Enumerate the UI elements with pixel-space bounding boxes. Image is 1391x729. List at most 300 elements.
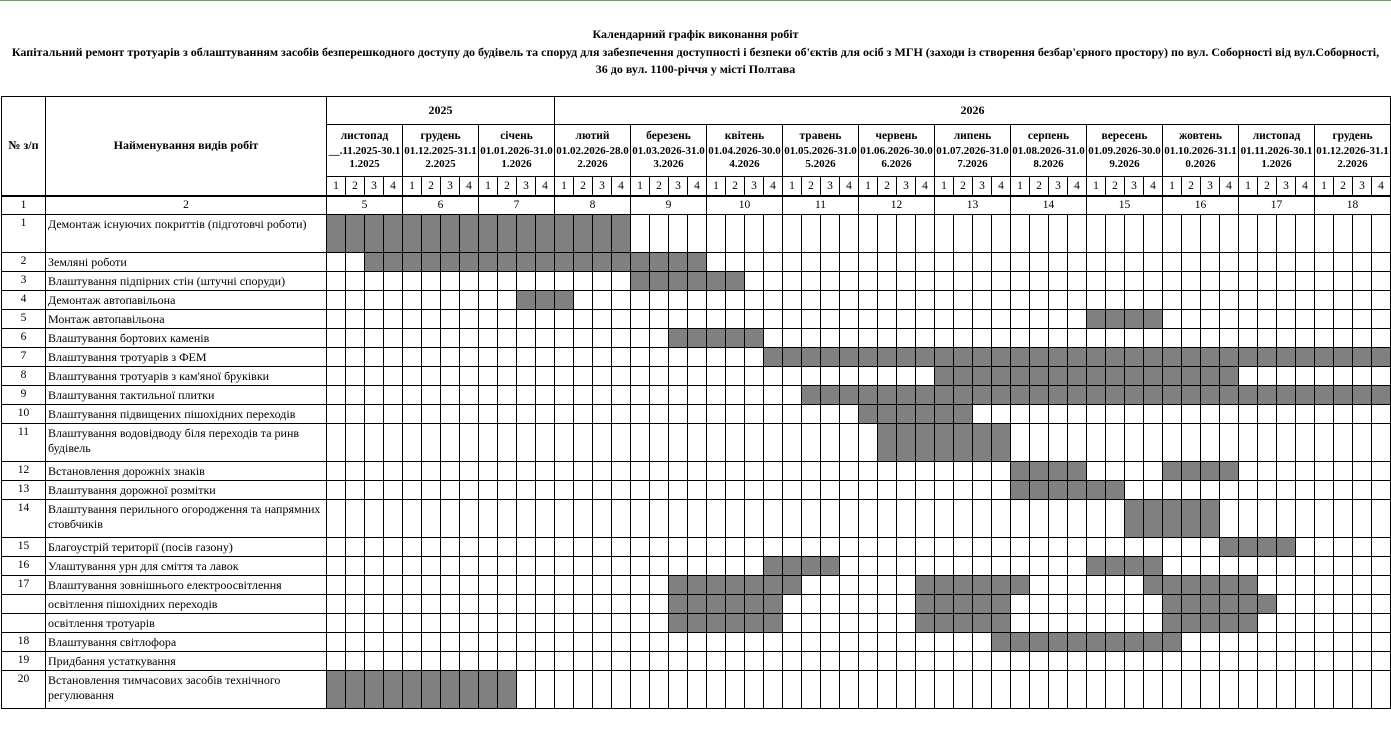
gantt-empty-cell	[878, 329, 897, 348]
gantt-empty-cell	[536, 272, 555, 291]
gantt-empty-cell	[593, 386, 612, 405]
gantt-empty-cell	[612, 500, 631, 538]
gantt-empty-cell	[669, 367, 688, 386]
gantt-bar-cell	[669, 614, 688, 633]
gantt-empty-cell	[1277, 557, 1296, 576]
gantt-empty-cell	[840, 367, 859, 386]
gantt-bar-cell	[935, 576, 954, 595]
gantt-empty-cell	[1239, 291, 1258, 310]
gantt-empty-cell	[992, 291, 1011, 310]
gantt-empty-cell	[669, 500, 688, 538]
gantt-empty-cell	[1220, 253, 1239, 272]
task-number: 12	[2, 462, 46, 481]
gantt-empty-cell	[555, 348, 574, 367]
gantt-empty-cell	[327, 329, 346, 348]
task-number: 1	[2, 215, 46, 253]
gantt-empty-cell	[745, 652, 764, 671]
gantt-empty-cell	[840, 500, 859, 538]
week-number: 4	[384, 177, 403, 196]
gantt-bar-cell	[1087, 367, 1106, 386]
gantt-empty-cell	[479, 576, 498, 595]
gantt-empty-cell	[897, 595, 916, 614]
gantt-empty-cell	[1106, 614, 1125, 633]
gantt-empty-cell	[574, 614, 593, 633]
gantt-bar-cell	[422, 215, 441, 253]
gantt-empty-cell	[1106, 253, 1125, 272]
task-name: освітлення пішохідних переходів	[46, 595, 327, 614]
gantt-bar-cell	[650, 253, 669, 272]
week-number: 2	[878, 177, 897, 196]
gantt-bar-cell	[1106, 310, 1125, 329]
gantt-empty-cell	[1201, 671, 1220, 709]
gantt-bar-cell	[422, 253, 441, 272]
gantt-empty-cell	[1106, 462, 1125, 481]
gantt-empty-cell	[650, 633, 669, 652]
gantt-empty-cell	[650, 576, 669, 595]
gantt-bar-cell	[1125, 500, 1144, 538]
gantt-empty-cell	[1296, 367, 1315, 386]
gantt-empty-cell	[1201, 272, 1220, 291]
gantt-bar-cell	[1144, 386, 1163, 405]
gantt-empty-cell	[973, 405, 992, 424]
gantt-empty-cell	[1296, 614, 1315, 633]
gantt-empty-cell	[745, 291, 764, 310]
gantt-empty-cell	[802, 633, 821, 652]
gantt-empty-cell	[1201, 633, 1220, 652]
gantt-empty-cell	[973, 671, 992, 709]
gantt-empty-cell	[441, 500, 460, 538]
gantt-bar-cell	[1125, 557, 1144, 576]
gantt-empty-cell	[498, 367, 517, 386]
gantt-empty-cell	[688, 310, 707, 329]
gantt-empty-cell	[1049, 424, 1068, 462]
gantt-bar-cell	[992, 576, 1011, 595]
week-number: 1	[1315, 177, 1334, 196]
gantt-empty-cell	[384, 291, 403, 310]
task-row	[2, 386, 1391, 405]
gantt-bar-cell	[1239, 348, 1258, 367]
gantt-empty-cell	[1353, 329, 1372, 348]
gantt-empty-cell	[1144, 215, 1163, 253]
gantt-empty-cell	[859, 652, 878, 671]
gantt-empty-cell	[1239, 367, 1258, 386]
gantt-bar-cell	[1106, 348, 1125, 367]
gantt-empty-cell	[707, 652, 726, 671]
gantt-empty-cell	[1239, 310, 1258, 329]
task-number: 9	[2, 386, 46, 405]
gantt-bar-cell	[441, 671, 460, 709]
gantt-empty-cell	[840, 557, 859, 576]
week-number: 2	[498, 177, 517, 196]
week-number: 3	[973, 177, 992, 196]
gantt-empty-cell	[1144, 614, 1163, 633]
gantt-empty-cell	[745, 367, 764, 386]
gantt-empty-cell	[346, 386, 365, 405]
gantt-bar-cell	[764, 348, 783, 367]
gantt-empty-cell	[517, 386, 536, 405]
gantt-bar-cell	[1125, 386, 1144, 405]
gantt-bar-cell	[878, 386, 897, 405]
gantt-empty-cell	[802, 595, 821, 614]
gantt-empty-cell	[1296, 500, 1315, 538]
gantt-empty-cell	[1239, 481, 1258, 500]
gantt-empty-cell	[764, 367, 783, 386]
gantt-empty-cell	[821, 671, 840, 709]
gantt-empty-cell	[1315, 253, 1334, 272]
gantt-empty-cell	[1182, 633, 1201, 652]
gantt-bar-cell	[1163, 595, 1182, 614]
gantt-empty-cell	[1201, 557, 1220, 576]
gantt-bar-cell	[1353, 348, 1372, 367]
gantt-empty-cell	[1030, 272, 1049, 291]
gantt-empty-cell	[707, 557, 726, 576]
gantt-empty-cell	[783, 215, 802, 253]
gantt-empty-cell	[612, 329, 631, 348]
gantt-bar-cell	[441, 215, 460, 253]
gantt-bar-cell	[555, 215, 574, 253]
gantt-empty-cell	[1315, 500, 1334, 538]
gantt-empty-cell	[897, 253, 916, 272]
gantt-bar-cell	[973, 595, 992, 614]
gantt-empty-cell	[536, 329, 555, 348]
gantt-empty-cell	[1125, 671, 1144, 709]
gantt-empty-cell	[973, 272, 992, 291]
column-number: 5	[327, 196, 403, 215]
gantt-bar-cell	[1011, 386, 1030, 405]
gantt-empty-cell	[1353, 291, 1372, 310]
gantt-empty-cell	[536, 424, 555, 462]
gantt-empty-cell	[859, 500, 878, 538]
gantt-empty-cell	[536, 405, 555, 424]
gantt-empty-cell	[498, 557, 517, 576]
gantt-empty-cell	[631, 633, 650, 652]
gantt-empty-cell	[783, 671, 802, 709]
gantt-empty-cell	[764, 215, 783, 253]
gantt-empty-cell	[726, 386, 745, 405]
gantt-empty-cell	[1182, 310, 1201, 329]
gantt-empty-cell	[1334, 633, 1353, 652]
gantt-empty-cell	[1277, 253, 1296, 272]
gantt-empty-cell	[745, 215, 764, 253]
gantt-empty-cell	[650, 614, 669, 633]
gantt-empty-cell	[555, 386, 574, 405]
gantt-empty-cell	[1353, 671, 1372, 709]
gantt-empty-cell	[1106, 272, 1125, 291]
gantt-empty-cell	[783, 500, 802, 538]
week-number: 2	[1030, 177, 1049, 196]
gantt-empty-cell	[764, 386, 783, 405]
task-row	[2, 291, 1391, 310]
gantt-bar-cell	[897, 424, 916, 462]
gantt-empty-cell	[1144, 272, 1163, 291]
gantt-empty-cell	[1106, 424, 1125, 462]
week-number: 3	[745, 177, 764, 196]
gantt-empty-cell	[764, 253, 783, 272]
gantt-empty-cell	[460, 348, 479, 367]
gantt-empty-cell	[1049, 671, 1068, 709]
gantt-bar-cell	[764, 595, 783, 614]
gantt-empty-cell	[631, 557, 650, 576]
gantt-bar-cell	[346, 215, 365, 253]
gantt-empty-cell	[479, 614, 498, 633]
gantt-bar-cell	[346, 671, 365, 709]
gantt-empty-cell	[1239, 462, 1258, 481]
gantt-bar-cell	[916, 614, 935, 633]
gantt-empty-cell	[707, 386, 726, 405]
gantt-bar-cell	[992, 386, 1011, 405]
gantt-empty-cell	[859, 481, 878, 500]
gantt-empty-cell	[460, 329, 479, 348]
gantt-empty-cell	[954, 500, 973, 538]
gantt-bar-cell	[1068, 633, 1087, 652]
gantt-bar-cell	[1220, 386, 1239, 405]
task-row	[2, 538, 1391, 557]
gantt-empty-cell	[517, 329, 536, 348]
gantt-empty-cell	[555, 652, 574, 671]
gantt-empty-cell	[1030, 310, 1049, 329]
gantt-empty-cell	[726, 538, 745, 557]
gantt-bar-cell	[1068, 367, 1087, 386]
gantt-empty-cell	[479, 367, 498, 386]
task-name: Влаштування підпірних стін (штучні споруди)	[46, 272, 327, 291]
gantt-empty-cell	[1087, 595, 1106, 614]
gantt-empty-cell	[1372, 253, 1391, 272]
month-header	[327, 125, 403, 177]
gantt-bar-cell	[1201, 595, 1220, 614]
gantt-bar-cell	[631, 272, 650, 291]
gantt-empty-cell	[1258, 481, 1277, 500]
gantt-bar-cell	[1220, 576, 1239, 595]
gantt-empty-cell	[422, 557, 441, 576]
gantt-bar-cell	[460, 671, 479, 709]
gantt-bar-cell	[1049, 367, 1068, 386]
gantt-empty-cell	[859, 291, 878, 310]
gantt-empty-cell	[1011, 424, 1030, 462]
gantt-empty-cell	[878, 500, 897, 538]
gantt-empty-cell	[745, 386, 764, 405]
gantt-empty-cell	[422, 633, 441, 652]
gantt-empty-cell	[973, 329, 992, 348]
gantt-empty-cell	[1372, 405, 1391, 424]
gantt-empty-cell	[1030, 291, 1049, 310]
gantt-bar-cell	[1163, 348, 1182, 367]
gantt-empty-cell	[612, 481, 631, 500]
gantt-bar-cell	[1334, 386, 1353, 405]
gantt-empty-cell	[1030, 538, 1049, 557]
gantt-empty-cell	[403, 386, 422, 405]
gantt-empty-cell	[422, 481, 441, 500]
gantt-empty-cell	[1315, 424, 1334, 462]
gantt-empty-cell	[593, 348, 612, 367]
gantt-empty-cell	[669, 386, 688, 405]
gantt-empty-cell	[1030, 557, 1049, 576]
gantt-empty-cell	[1163, 671, 1182, 709]
gantt-bar-cell	[1220, 614, 1239, 633]
gantt-empty-cell	[1049, 272, 1068, 291]
gantt-empty-cell	[1372, 272, 1391, 291]
gantt-empty-cell	[1315, 215, 1334, 253]
gantt-empty-cell	[574, 405, 593, 424]
gantt-empty-cell	[840, 329, 859, 348]
gantt-empty-cell	[840, 671, 859, 709]
document-title: Календарний графік виконання робіт	[592, 27, 799, 41]
gantt-bar-cell	[403, 253, 422, 272]
gantt-bar-cell	[1144, 576, 1163, 595]
gantt-bar-cell	[973, 348, 992, 367]
gantt-empty-cell	[878, 481, 897, 500]
gantt-empty-cell	[365, 386, 384, 405]
task-number: 3	[2, 272, 46, 291]
gantt-empty-cell	[631, 576, 650, 595]
gantt-empty-cell	[916, 253, 935, 272]
gantt-bar-cell	[1201, 462, 1220, 481]
gantt-empty-cell	[954, 538, 973, 557]
task-number	[2, 614, 46, 633]
gantt-empty-cell	[1087, 576, 1106, 595]
task-name: Встановлення дорожніх знаків	[46, 462, 327, 481]
gantt-empty-cell	[1087, 652, 1106, 671]
gantt-empty-cell	[574, 576, 593, 595]
gantt-empty-cell	[1068, 329, 1087, 348]
gantt-empty-cell	[498, 652, 517, 671]
gantt-empty-cell	[1239, 215, 1258, 253]
week-number: 3	[1201, 177, 1220, 196]
gantt-empty-cell	[1239, 424, 1258, 462]
gantt-empty-cell	[365, 329, 384, 348]
gantt-bar-cell	[1049, 633, 1068, 652]
gantt-bar-cell	[935, 386, 954, 405]
task-number: 15	[2, 538, 46, 557]
gantt-empty-cell	[878, 576, 897, 595]
gantt-empty-cell	[1220, 291, 1239, 310]
gantt-empty-cell	[650, 310, 669, 329]
gantt-empty-cell	[859, 215, 878, 253]
gantt-empty-cell	[973, 557, 992, 576]
gantt-empty-cell	[954, 652, 973, 671]
task-number: 4	[2, 291, 46, 310]
gantt-empty-cell	[498, 329, 517, 348]
gantt-bar-cell	[365, 215, 384, 253]
task-number: 17	[2, 576, 46, 595]
gantt-empty-cell	[669, 215, 688, 253]
gantt-empty-cell	[1182, 405, 1201, 424]
month-name: вересень	[1101, 130, 1148, 142]
gantt-bar-cell	[1030, 386, 1049, 405]
gantt-empty-cell	[669, 462, 688, 481]
gantt-empty-cell	[536, 462, 555, 481]
gantt-bar-cell	[1163, 367, 1182, 386]
gantt-empty-cell	[1258, 557, 1277, 576]
gantt-empty-cell	[365, 557, 384, 576]
gantt-empty-cell	[1144, 652, 1163, 671]
gantt-empty-cell	[1315, 652, 1334, 671]
gantt-empty-cell	[631, 310, 650, 329]
gantt-empty-cell	[346, 614, 365, 633]
gantt-empty-cell	[1353, 614, 1372, 633]
task-name: Встановлення тимчасових засобів технічного регулювання	[46, 671, 327, 709]
week-number: 3	[1125, 177, 1144, 196]
gantt-bar-cell	[1220, 348, 1239, 367]
gantt-empty-cell	[783, 367, 802, 386]
task-row	[2, 576, 1391, 595]
gantt-bar-cell	[745, 576, 764, 595]
gantt-empty-cell	[1201, 405, 1220, 424]
task-name: Влаштування тактильної плитки	[46, 386, 327, 405]
gantt-bar-cell	[897, 386, 916, 405]
gantt-empty-cell	[726, 557, 745, 576]
gantt-empty-cell	[783, 291, 802, 310]
gantt-empty-cell	[992, 671, 1011, 709]
gantt-bar-cell	[878, 424, 897, 462]
gantt-empty-cell	[517, 310, 536, 329]
task-number: 6	[2, 329, 46, 348]
gantt-empty-cell	[555, 500, 574, 538]
gantt-empty-cell	[1049, 538, 1068, 557]
gantt-empty-cell	[688, 367, 707, 386]
gantt-bar-cell	[916, 405, 935, 424]
gantt-empty-cell	[1125, 405, 1144, 424]
gantt-bar-cell	[1315, 348, 1334, 367]
gantt-empty-cell	[422, 348, 441, 367]
gantt-empty-cell	[460, 614, 479, 633]
gantt-empty-cell	[688, 405, 707, 424]
gantt-empty-cell	[555, 329, 574, 348]
week-number: 2	[726, 177, 745, 196]
gantt-bar-cell	[1372, 348, 1391, 367]
gantt-empty-cell	[916, 671, 935, 709]
gantt-empty-cell	[1296, 633, 1315, 652]
gantt-empty-cell	[327, 557, 346, 576]
gantt-empty-cell	[669, 671, 688, 709]
gantt-bar-cell	[1106, 367, 1125, 386]
task-name: Влаштування світлофора	[46, 633, 327, 652]
gantt-empty-cell	[1239, 405, 1258, 424]
task-row	[2, 652, 1391, 671]
gantt-empty-cell	[1372, 671, 1391, 709]
week-number: 4	[1068, 177, 1087, 196]
gantt-empty-cell	[631, 614, 650, 633]
gantt-empty-cell	[897, 557, 916, 576]
gantt-empty-cell	[574, 310, 593, 329]
gantt-empty-cell	[1372, 310, 1391, 329]
month-name: серпень	[1027, 130, 1070, 142]
gantt-empty-cell	[517, 595, 536, 614]
month-range: 01.03.2026-31.03.2026	[632, 145, 705, 170]
gantt-bar-cell	[764, 614, 783, 633]
gantt-empty-cell	[1049, 310, 1068, 329]
gantt-empty-cell	[821, 367, 840, 386]
gantt-bar-cell	[878, 348, 897, 367]
gantt-empty-cell	[669, 310, 688, 329]
task-name: Демонтаж існуючих покриттів (підготовчі роботи)	[46, 215, 327, 253]
name-header: Найменування видів робіт	[46, 97, 327, 196]
gantt-empty-cell	[1315, 405, 1334, 424]
gantt-bar-cell	[460, 253, 479, 272]
month-header	[555, 125, 631, 177]
gantt-empty-cell	[517, 348, 536, 367]
gantt-empty-cell	[1011, 538, 1030, 557]
gantt-bar-cell	[859, 386, 878, 405]
gantt-bar-cell	[1087, 557, 1106, 576]
gantt-empty-cell	[1258, 671, 1277, 709]
gantt-bar-cell	[840, 348, 859, 367]
gantt-empty-cell	[859, 462, 878, 481]
task-row	[2, 671, 1391, 709]
gantt-empty-cell	[574, 538, 593, 557]
gantt-bar-cell	[1011, 633, 1030, 652]
gantt-empty-cell	[954, 462, 973, 481]
gantt-empty-cell	[593, 614, 612, 633]
